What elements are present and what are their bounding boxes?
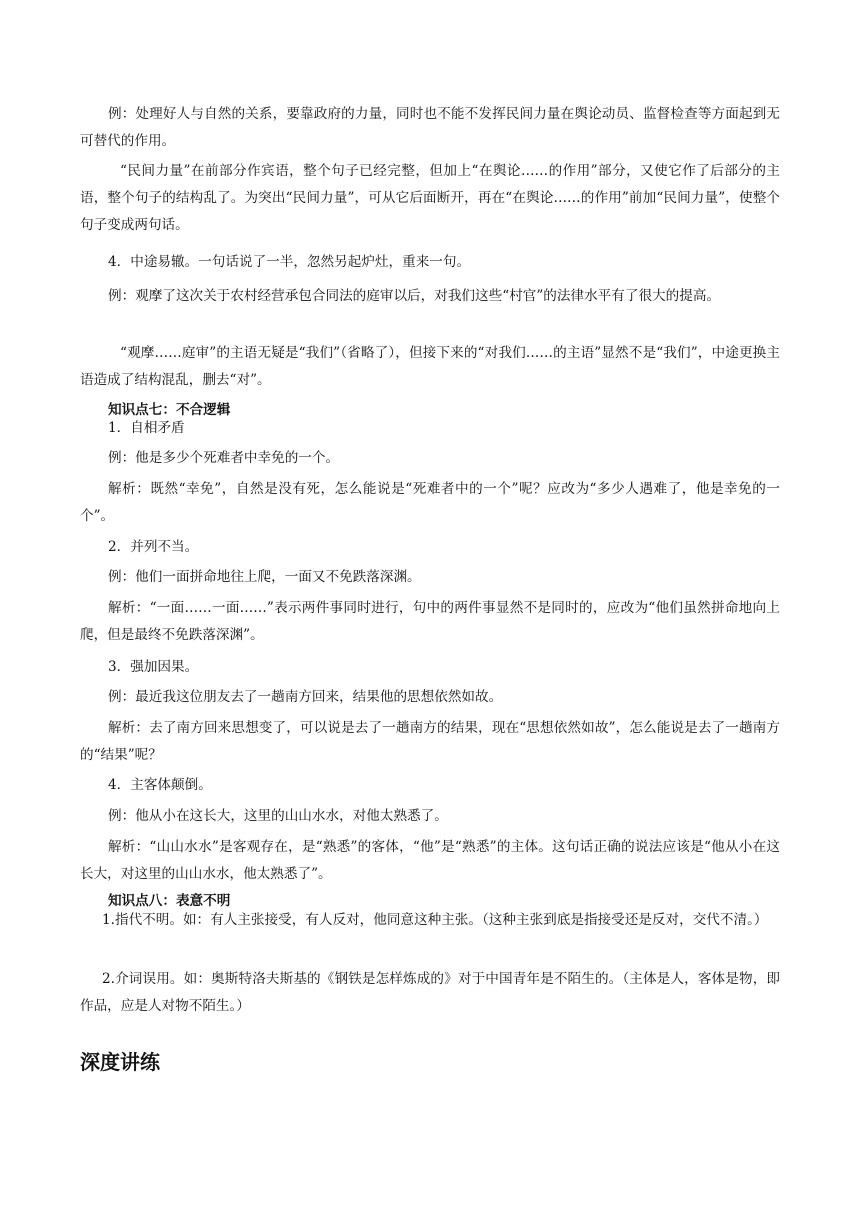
paragraph-example-3: 例：他是多少个死难者中幸免的一个。 [108, 450, 340, 466]
paragraph-analysis-2: “观摩……庭审”的主语无疑是“我们”（省略了），但接下来的“对我们……的主语”显然不是“我们”，中途更换主语造成了结构混乱，删去“对”。 [80, 345, 780, 388]
paragraph-item-1: 1．自相矛盾 [108, 420, 185, 436]
paragraph-analysis-5: 解析：去了南方回来思想变了，可以说是去了一趟南方的结果，现在“思想依然如故”，怎么能说是去了一趟南方的“结果”呢？ [80, 720, 780, 763]
paragraph-analysis-3: 解析：既然“幸免”，自然是没有死，怎么能说是“死难者中的一个”呢？应改为“多少人遇难了，他是幸免的一个”。 [80, 481, 780, 524]
heading-knowledge-7: 知识点七：不合逻辑 [108, 402, 231, 418]
paragraph-example-4: 例：他们一面拼命地往上爬，一面又不免跌落深渊。 [108, 569, 421, 585]
paragraph-item-2: 2．并列不当。 [108, 539, 199, 555]
paragraph-example-1: 例：处理好人与自然的关系，要靠政府的力量，同时也不能不发挥民间力量在舆论动员、监督检查等方面起到无可替代的作用。 [80, 106, 780, 149]
paragraph-unclear-reference: 1.指代不明。如：有人主张接受，有人反对，他同意这种主张。（这种主张到底是指接受还是反对，交代不清。） [102, 912, 768, 928]
paragraph-item-4: 4．中途易辙。一句话说了一半，忽然另起炉灶，重来一句。 [108, 254, 471, 270]
paragraph-analysis-1: “民间力量”在前部分作宾语，整个句子已经完整，但加上“在舆论……的作用”部分，又使它作了后部分的主语，整个句子的结构乱了。为突出“民间力量”，可从它后面断开，再在“在舆论……的作用”前加“民间力量”，使整个句子变成两句话。 [80, 163, 780, 233]
paragraph-example-2: 例：观摩了这次关于农村经营承包合同法的庭审以后，对我们这些“村官”的法律水平有了很大的提高。 [108, 288, 721, 304]
paragraph-analysis-4: 解析：“一面……一面……”表示两件事同时进行，句中的两件事显然不是同时的，应改为“他们虽然拼命地向上爬，但是最终不免跌落深渊”。 [80, 600, 780, 643]
heading-knowledge-8: 知识点八：表意不明 [108, 893, 231, 909]
paragraph-example-5: 例：最近我这位朋友去了一趟南方回来，结果他的思想依然如故。 [108, 689, 503, 705]
paragraph-analysis-6: 解析：“山山水水”是客观存在，是“熟悉”的客体，“他”是“熟悉”的主体。这句话正确的说法应该是“他从小在这长大，对这里的山山水水，他太熟悉了”。 [80, 839, 780, 882]
paragraph-item-3: 3．强加因果。 [108, 659, 199, 675]
paragraph-item-4b: 4．主客体颠倒。 [108, 777, 212, 793]
section-title: 深度讲练 [80, 1050, 160, 1074]
paragraph-preposition-misuse: 2.介词误用。如：奥斯特洛夫斯基的《钢铁是怎样炼成的》对于中国青年是不陌生的。（主体是人，客体是物，即作品，应是人对物不陌生。） [80, 971, 780, 1014]
paragraph-example-6: 例：他从小在这长大，这里的山山水水，对他太熟悉了。 [108, 808, 448, 824]
